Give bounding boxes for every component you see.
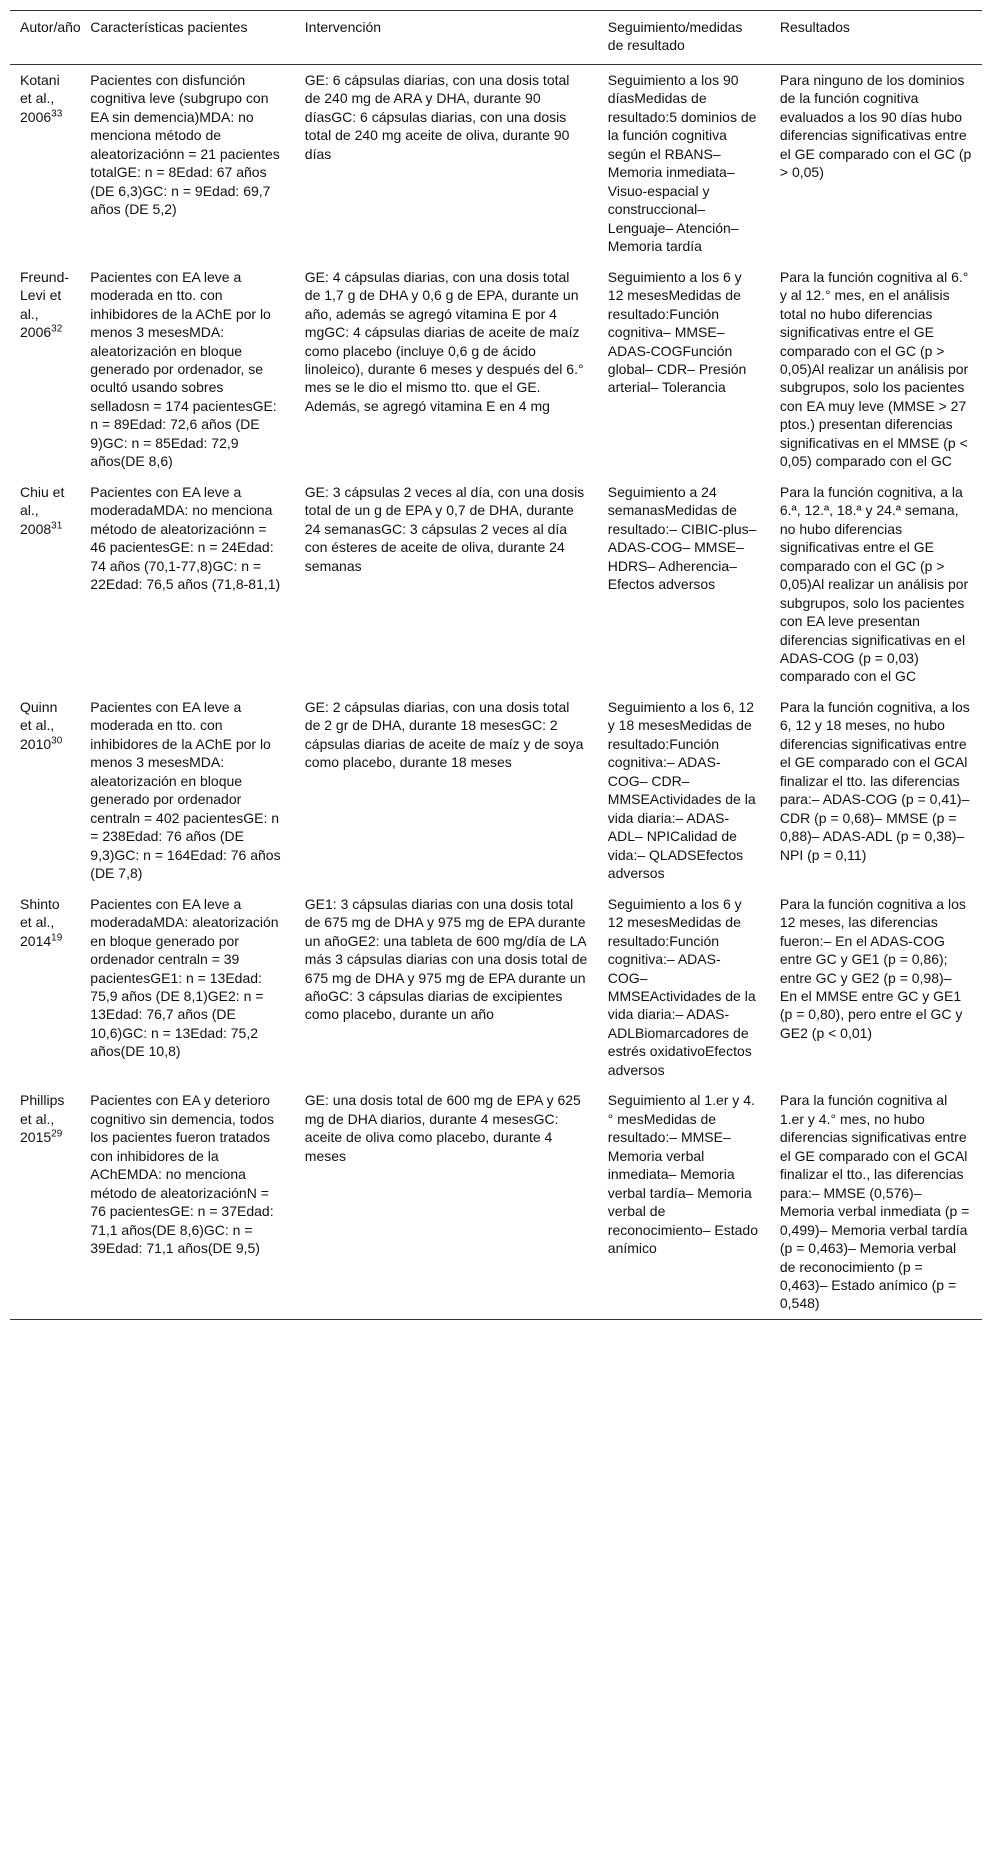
cell-followup: Seguimiento a los 6 y 12 mesesMedidas de resultado:Función cognitiva:– ADAS-COG– MMSEActividades de la vida diaria:– ADAS-ADLBiomarcadores de estrés oxidativoEfectos adversos [607, 895, 756, 1078]
cell-author [10, 889, 80, 1086]
cell-patients: Pacientes con EA leve a moderada en tto. con inhibidores de la AChE por lo menos 3 mesesMDA: aleatorización en bloque generado por ordenador centraln = 402 pacientesGE: n = 238Edad: 76 años (DE 9,3)GC: n = 164Edad: 76 años (DE 7,8) [90, 698, 281, 882]
author-text: Chiu et al., 2008 [20, 483, 65, 537]
cell-intervention: GE: 4 cápsulas diarias, con una dosis total de 1,7 g de DHA y 0,6 g de EPA, durante un año, además se agregó vitamina E por 4 mgGC: 4 cápsulas diarias de aceite de maíz como placebo (incluye 0,6 g de ácido linoleico), durante 6 meses y después del 6.° mes se le dio el mismo tto. que el GE. Además, se agregó vitamina E en 4 mg [304, 268, 584, 414]
cell-patients: Pacientes con EA leve a moderadaMDA: aleatorización en bloque generado por ordenador centraln = 39 pacientesGE1: n = 13Edad: 75,9 años (DE 8,1)GE2: n = 13Edad: 76,7 años (DE 10,6)GC: n = 13Edad: 75,2 años(DE 10,8) [90, 895, 279, 1060]
table-row [10, 64, 982, 261]
author-text: Kotani et al., 2006 [20, 71, 60, 125]
cell-author [10, 692, 80, 889]
header-author-year: Autor/año [20, 19, 81, 35]
studies-table [10, 10, 982, 1320]
cell-intervention: GE: 2 cápsulas diarias, con una dosis total de 2 gr de DHA, durante 18 mesesGC: 2 cápsulas diarias de aceite de maíz y de soya como placebo, durante 18 meses [304, 698, 584, 771]
table-body [10, 64, 982, 1319]
cell-results: Para la función cognitiva, a los 6, 12 y 18 meses, no hubo diferencias significativas entre el GE comparado con el GCAl finalizar el tto. las diferencias para:– ADAS-COG (p = 0,41)– CDR (p = 0,68)– MMSE (p = 0,88)– ADAS-ADL (p = 0,38)– NPI (p = 0,11) [779, 698, 970, 863]
cell-results: Para la función cognitiva a los 12 meses, las diferencias fueron:– En el ADAS-COG entre GC y GE1 (p = 0,86); entre GC y GE2 (p = 0,98)– En el MMSE entre GC y GE1 (p = 0,80), pero entre el GC y GE2 (p < 0,01) [779, 895, 966, 1041]
table-row [10, 262, 982, 477]
reference-number: 29 [51, 1128, 63, 1140]
cell-author [10, 262, 80, 477]
table-row [10, 477, 982, 692]
table-row [10, 889, 982, 1086]
reference-number: 30 [51, 735, 63, 747]
cell-intervention: GE: 3 cápsulas 2 veces al día, con una dosis total de un g de EPA y 0,7 de DHA, durante 24 semanasGC: 3 cápsulas 2 veces al día con ésteres de aceite de oliva, durante 24 semanas [304, 483, 585, 574]
cell-patients: Pacientes con disfunción cognitiva leve (subgrupo con EA sin demencia)MDA: no menciona método de aleatorizaciónn = 21 pacientes totalGE: n = 8Edad: 67 años (DE 6,3)GC: n = 9Edad: 69,7 años (DE 5,2) [90, 71, 280, 218]
table-row [10, 1085, 982, 1319]
header-followup-outcomes: Seguimiento/medidas de resultado [607, 19, 743, 54]
cell-patients: Pacientes con EA leve a moderada en tto. con inhibidores de la AChE por lo menos 3 mesesMDA: aleatorización en bloque generado por ordenador, se ocultó usando sobres selladosn = 174 pacientesGE: n = 89Edad: 72,6 años (DE 9)GC: n = 85Edad: 72,9 años(DE 8,6) [90, 268, 277, 470]
reference-number: 32 [51, 323, 63, 335]
cell-intervention: GE1: 3 cápsulas diarias con una dosis total de 675 mg de DHA y 975 mg de EPA durante un añoGE2: una tableta de 600 mg/día de LA más 3 cápsulas diarias con una dosis total de 675 mg de DHA y 975 mg de EPA durante un añoGC: 3 cápsulas diarias de excipientes como placebo, durante un año [304, 895, 588, 1023]
header-results: Resultados [779, 19, 850, 35]
cell-results: Para la función cognitiva al 1.er y 4.° mes, no hubo diferencias significativas entre el GE comparado con el GCAl finalizar el tto., las diferencias para:– MMSE (0,576)– Memoria verbal inmediata (p = 0,499)– Memoria verbal tardía (p = 0,463)– Memoria verbal de reconocimiento (p = 0,463)– Estado anímico (p = 0,548) [779, 1092, 970, 1312]
table-row [10, 692, 982, 889]
cell-followup: Seguimiento a los 90 díasMedidas de resultado:5 dominios de la función cognitiva según el RBANS– Memoria inmediata– Visuo-espacial y construccional– Lenguaje– Atención– Memoria tardía [607, 71, 757, 255]
cell-results: Para la función cognitiva, a la 6.ª, 12.ª, 18.ª y 24.ª semana, no hubo diferencias significativas entre el GE comparado con el GC (p > 0,05)Al realizar un análisis por subgrupos, solo los pacientes con EA leve presentan diferencias significativas en el ADAS-COG (p = 0,03) comparado con el GC [779, 483, 969, 685]
cell-author [10, 64, 80, 261]
cell-intervention: GE: 6 cápsulas diarias, con una dosis total de 240 mg de ARA y DHA, durante 90 díasGC: 6 cápsulas diarias, con una dosis total de 240 mg aceite de oliva, durante 90 días [304, 71, 570, 162]
cell-followup: Seguimiento a los 6, 12 y 18 mesesMedidas de resultado:Función cognitiva:– ADAS-COG– CDR– MMSEActividades de la vida diaria:– ADAS-ADL– NPICalidad de vida:– QLADSEfectos adversos [607, 698, 756, 882]
header-patient-characteristics: Características pacientes [90, 19, 248, 35]
author-text: Phillips et al., 2015 [20, 1092, 65, 1146]
reference-number: 33 [51, 108, 63, 120]
cell-followup: Seguimiento a 24 semanasMedidas de resultado:– CIBIC-plus– ADAS-COG– MMSE– HDRS– Adherencia– Efectos adversos [607, 483, 757, 593]
reference-number: 19 [51, 931, 63, 943]
header-intervention: Intervención [304, 19, 382, 35]
cell-results: Para la función cognitiva al 6.° y al 12.° mes, en el análisis total no hubo diferencias significativas entre el GE comparado con el GC (p > 0,05)Al realizar un análisis por subgrupos, solo los pacientes con EA muy leve (MMSE > 27 ptos.) presentan diferencias significativas en el MMSE (p < 0,05) comparado con el GC [779, 268, 969, 470]
cell-followup: Seguimiento a los 6 y 12 mesesMedidas de resultado:Función cognitiva– MMSE– ADAS-COGFunción global– CDR– Presión arterial– Tolerancia [607, 268, 747, 396]
cell-author [10, 1085, 80, 1319]
author-text: Shinto et al., 2014 [20, 895, 60, 949]
table-header-row [10, 11, 982, 65]
cell-patients: Pacientes con EA y deterioro cognitivo sin demencia, todos los pacientes fueron tratados con inhibidores de la AChEMDA: no menciona método de aleatorizaciónN = 76 pacientesGE: n = 37Edad: 71,1 años(DE 8,6)GC: n = 39Edad: 71,1 años(DE 9,5) [90, 1092, 274, 1257]
cell-followup: Seguimiento al 1.er y 4.° mesMedidas de resultado:– MMSE– Memoria verbal inmediata– Memoria verbal tardía– Memoria verbal de reconocimiento– Estado anímico [607, 1092, 758, 1257]
cell-patients: Pacientes con EA leve a moderadaMDA: no menciona método de aleatorizaciónn = 46 pacientesGE: n = 24Edad: 74 años (70,1-77,8)GC: n = 22Edad: 76,5 años (71,8-81,1) [90, 483, 281, 593]
reference-number: 31 [51, 520, 63, 532]
author-text: Quinn et al., 2010 [20, 698, 58, 752]
cell-author [10, 477, 80, 692]
cell-intervention: GE: una dosis total de 600 mg de EPA y 625 mg de DHA diarios, durante 4 mesesGC: aceite de oliva como placebo, durante 4 meses [304, 1092, 581, 1164]
cell-results: Para ninguno de los dominios de la función cognitiva evaluados a los 90 días hubo diferencias significativas entre el GE comparado con el GC (p > 0,05) [779, 71, 972, 181]
author-text: Freund-Levi et al., 2006 [20, 268, 70, 341]
